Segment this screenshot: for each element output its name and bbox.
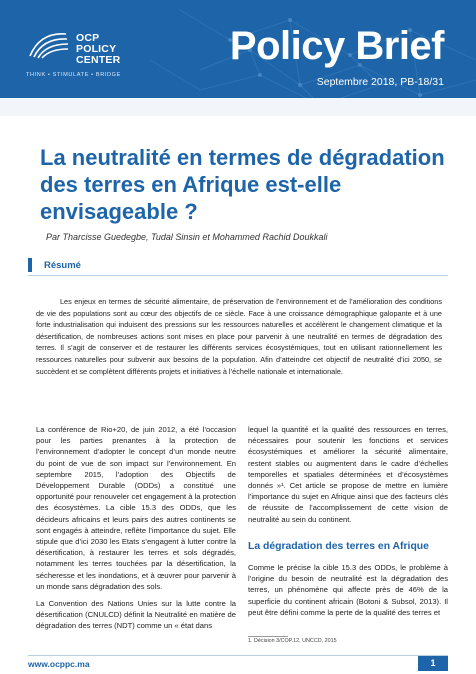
- body-column-right-top: [248, 424, 448, 546]
- author-byline: Par Tharcisse Guedegbe, Tudal Sinsin et Mohammed Rachid Doukkali: [46, 232, 328, 242]
- logo-wordmark: [76, 33, 120, 66]
- logo-line-3: CENTER: [76, 54, 121, 66]
- ocp-logo-icon: [26, 30, 70, 60]
- publication-date-reference: Septembre 2018, PB-18/31: [316, 76, 444, 88]
- document-type-title: Policy Brief: [229, 24, 444, 68]
- footer-divider: [28, 655, 448, 656]
- body-paragraph: La Convention des Nations Unies sur la lutte contre la désertification (CNULCD) définit la Neutralité en matière de dégradation des terres (NDT) comme un « état dans: [36, 599, 236, 631]
- abstract-label: Résumé: [44, 259, 81, 271]
- footnote-divider: [248, 636, 288, 637]
- page-number: 1: [418, 656, 448, 671]
- footnote: 1. Décision 3/COP.12, UNCCD, 2015: [248, 638, 337, 644]
- logo-line-1: OCP: [76, 32, 100, 44]
- logo-line-2: POLICY: [76, 43, 117, 55]
- section-heading: La dégradation des terres en Afrique: [248, 541, 429, 552]
- body-column-left: [36, 424, 236, 642]
- footer-website-link[interactable]: www.ocppc.ma: [28, 659, 90, 669]
- article-title: La neutralité en termes de dégradation des terres en Afrique est-elle envisageable ?: [40, 145, 445, 224]
- body-paragraph: lequel la quantité et la qualité des ressources en terres, nécessaires pour soutenir les fonctions et services écosystémiques et améliorer la sécurité alimentaire, restent stables ou augmentent dans le cadre d’échelles temporelles et spatiales déterminées et d’écosystèmes donnés »¹. Cet article se propose de mettre en lumière l’importance du sujet en Afrique ainsi que des facteurs clés de réussite de l’accomplissement de cette vision de neutralité au sein du continent.: [248, 425, 448, 524]
- abstract-divider: [28, 275, 448, 276]
- body-paragraph: Comme le précise la cible 15.3 des ODDs, le problème à l’origine du besoin de neutralité est la dégradation des terres, un phénomène qui affecte près de 46% de la superficie du continent africain (Botoni & Subsol, 2013). Il peut être défini comme la perte de la qualité des terres et: [248, 563, 448, 617]
- abstract-text: Les enjeux en termes de sécurité alimentaire, de préservation de l’environnement et de l’amélioration des conditions de vie des populations sont au cœur des objectifs de ce siècle. Face à une croissance démographique galopante et à une forte industrialisation qui induisent des pressions sur les ressources naturelles et accélèrent le changement climatique et la désertification, de nombreuses actions sont mises en place pour parvenir à une neutralité en termes de dégradation des terres. Il s’agit de conserver et de restaurer les différents services écosystémiques, tout en utilisant rationnellement les ressources naturelles pour subvenir aux besoins de la population. Afin d’atteindre cet objectif de neutralité d’ici 2050, se succèdent et se complètent différents projets et initiatives à l’échelle nationale et internationale.: [36, 297, 442, 376]
- body-paragraph: La conférence de Rio+20, de juin 2012, a été l’occasion pour les parties prenantes à la protection de l’environnement d’adopter le concept d’un monde neutre du point de vue de son impact sur l’environnement. En septembre 2015, l’adoption des Objectifs de Développement Durable (ODDs) a constitué une opportunité pour renouveler cet engagement à la protection des écosystèmes. La cible 15.3 des ODDs, que les décideurs africains et leurs pairs des autres continents se sont engagés à atteindre, reflète l’importance du sujet. Elle stipule que d’ici 2030 les Etats s’engagent à lutter contre la désertification, à restaurer les terres et sols dégradés, notamment les terres touchées par la désertification, la sécheresse et les inondations, et à œuvrer pour parvenir à un monde sans dégradation des sols.: [36, 425, 236, 591]
- logo-tagline: THINK • STIMULATE • BRIDGE: [26, 72, 121, 78]
- abstract-heading-bar: [28, 258, 32, 272]
- header-banner: [0, 0, 476, 116]
- header-bottom-band: [0, 98, 476, 116]
- body-column-right-bottom: [248, 562, 448, 634]
- abstract-heading: [28, 258, 81, 272]
